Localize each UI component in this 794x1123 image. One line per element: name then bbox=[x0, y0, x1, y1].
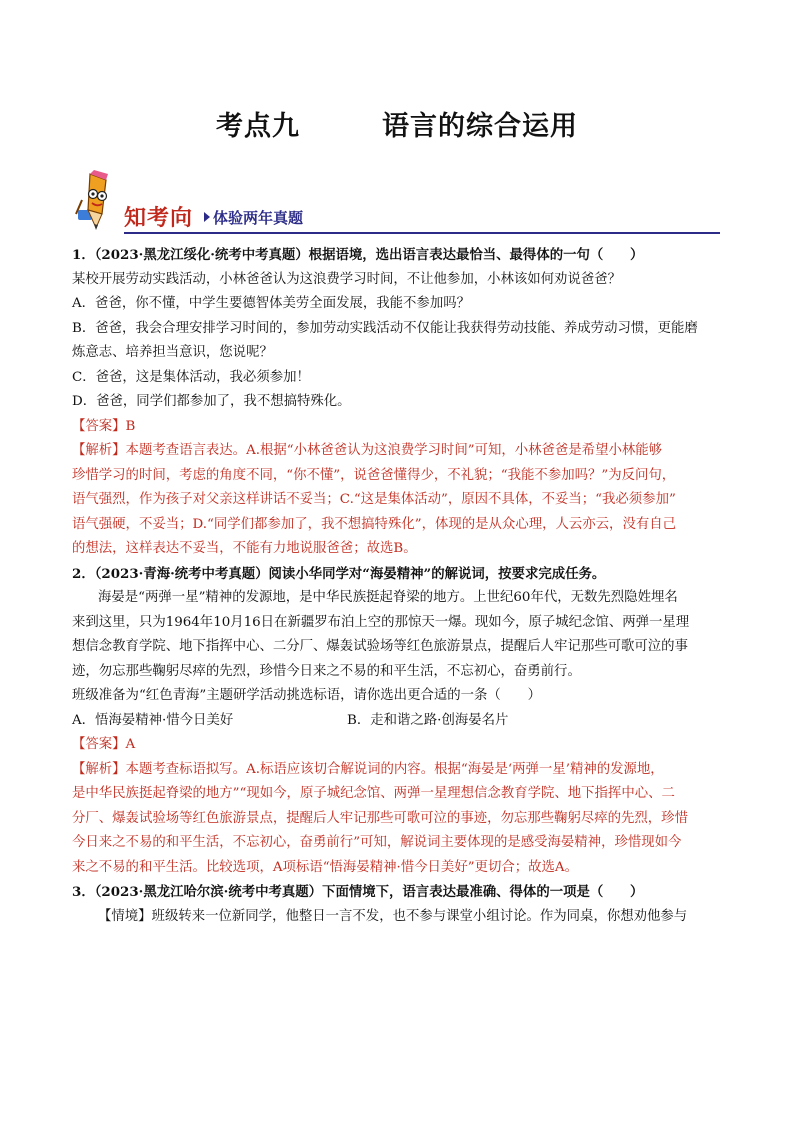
q2-passage-line: 海晏是“两弹一星”精神的发源地，是中华民族挺起脊梁的地方。上世纪60年代，无数先烈隐姓埋名 bbox=[98, 590, 678, 605]
banner-rule bbox=[124, 232, 720, 234]
q1-option-a: A．爸爸，你不懂，中学生要德智体美劳全面发展，我能不参加吗？ bbox=[72, 296, 470, 311]
q1-analysis-line: 【解析】本题考查语言表达。A.根据“小林爸爸认为这浪费学习时间”可知，小林爸爸是希望小林能够 bbox=[72, 443, 663, 458]
q2-passage-line: 来到这里，只为1964年10月16日在新疆罗布泊上空的那惊天一爆。现如今，原子城纪念馆、两弹一星理 bbox=[72, 614, 690, 630]
q1-option-d: D．爸爸，同学们都参加了，我不想搞特殊化。 bbox=[72, 394, 351, 409]
banner-arrow-icon bbox=[204, 212, 210, 222]
section-banner bbox=[72, 170, 720, 234]
banner-main-text: 知考向 bbox=[124, 206, 194, 231]
q2-analysis-line: 分厂、爆轰试验场等红色旅游景点，提醒后人牢记那些可歌可泣的事迹，勿忘那些鞠躬尽瘁的先烈，珍惜 bbox=[72, 810, 688, 826]
q1-option-c: C．爸爸，这是集体活动，我必须参加！ bbox=[72, 369, 310, 385]
q2-answer: 【答案】A bbox=[72, 737, 136, 752]
q2-passage-line: 想信念教育学院、地下指挥中心、二分厂、爆轰试验场等红色旅游景点，提醒后人牢记那些可歌可泣的事 bbox=[72, 639, 688, 654]
q2-stem: 2．（2023·青海·统考中考真题）阅读小华同学对“海晏精神”的解说词，按要求完成任务。 bbox=[72, 565, 606, 582]
q2-option-b: B．走和谐之路·创海晏名片 bbox=[347, 712, 509, 728]
banner-sub-text: 体验两年真题 bbox=[213, 209, 304, 227]
q2-analysis-line: 是中华民族挺起脊梁的地方”“现如今，原子城纪念馆、两弹一星理想信念教育学院、地下指挥中心、二 bbox=[72, 786, 675, 801]
q2-analysis-line: 今日来之不易的和平生活，不忘初心，奋勇前行”可知，解说词主要体现的是感受海晏精神，珍惜现如今 bbox=[72, 835, 682, 850]
q1-analysis-line: 语气强硬，不妥当；D.“同学们都参加了，我不想搞特殊化”，体现的是从众心理，人云亦云，没有自己 bbox=[72, 516, 676, 532]
q1-analysis-line: 语气强烈，作为孩子对父亲这样讲话不妥当；C.“这是集体活动”，原因不具体，不妥当；“我必须参加” bbox=[72, 492, 676, 507]
page-title bbox=[0, 104, 794, 143]
question-list bbox=[72, 243, 722, 929]
q2-analysis-line: 来之不易的和平生活。比较选项，A项标语“悟海晏精神·惜今日美好”更切合；故选A。 bbox=[72, 859, 578, 875]
q2-option-a: A．悟海晏精神·惜今日美好 bbox=[72, 712, 234, 728]
title-right: 语言的综合运用 bbox=[382, 111, 578, 142]
q1-answer: 【答案】B bbox=[72, 418, 136, 434]
q3-stem: 3．（2023·黑龙江哈尔滨·统考中考真题）下面情境下，语言表达最准确、得体的一项是（ ） bbox=[72, 884, 644, 900]
q1-analysis-line: 珍惜学习的时间，考虑的角度不同，“你不懂”，说爸爸懂得少，不礼貌；“我能不参加吗？”为反问句， bbox=[72, 467, 676, 483]
q2-options bbox=[72, 709, 722, 734]
q3-scene: 【情境】班级转来一位新同学，他整日一言不发，也不参与课堂小组讨论。作为同桌，你想劝他参与 bbox=[98, 908, 688, 924]
q1-option-b-line1: B．爸爸，我会合理安排学习时间的，参加劳动实践活动不仅能让我获得劳动技能、养成劳动习惯，更能磨 bbox=[72, 320, 698, 336]
q1-stem: 1．（2023·黑龙江绥化·统考中考真题）根据语境，选出语言表达最恰当、最得体的一句（ ） bbox=[72, 247, 644, 263]
q2-task: 班级准备为“红色青海”主题研学活动挑选标语，请你选出更合适的一条（ ） bbox=[72, 688, 541, 703]
q1-analysis-line: 的想法，这样表达不妥当，不能有力地说服爸爸；故选B。 bbox=[72, 541, 417, 556]
q2-analysis-line: 【解析】本题考查标语拟写。A.标语应该切合解说词的内容。根据“海晏是‘两弹一星’精神的发源地， bbox=[72, 761, 664, 777]
q1-option-b-line2: 炼意志、培养担当意识，您说呢？ bbox=[72, 345, 273, 360]
pencil-mascot-icon bbox=[72, 170, 124, 234]
q2-passage-line: 迹，勿忘那些鞠躬尽瘁的先烈，珍惜今日来之不易的和平生活，不忘初心，奋勇前行。 bbox=[72, 663, 581, 679]
title-left: 考点九 bbox=[216, 111, 300, 142]
q1-context: 某校开展劳动实践活动，小林爸爸认为这浪费学习时间，不让他参加，小林该如何劝说爸爸？ bbox=[72, 271, 622, 287]
